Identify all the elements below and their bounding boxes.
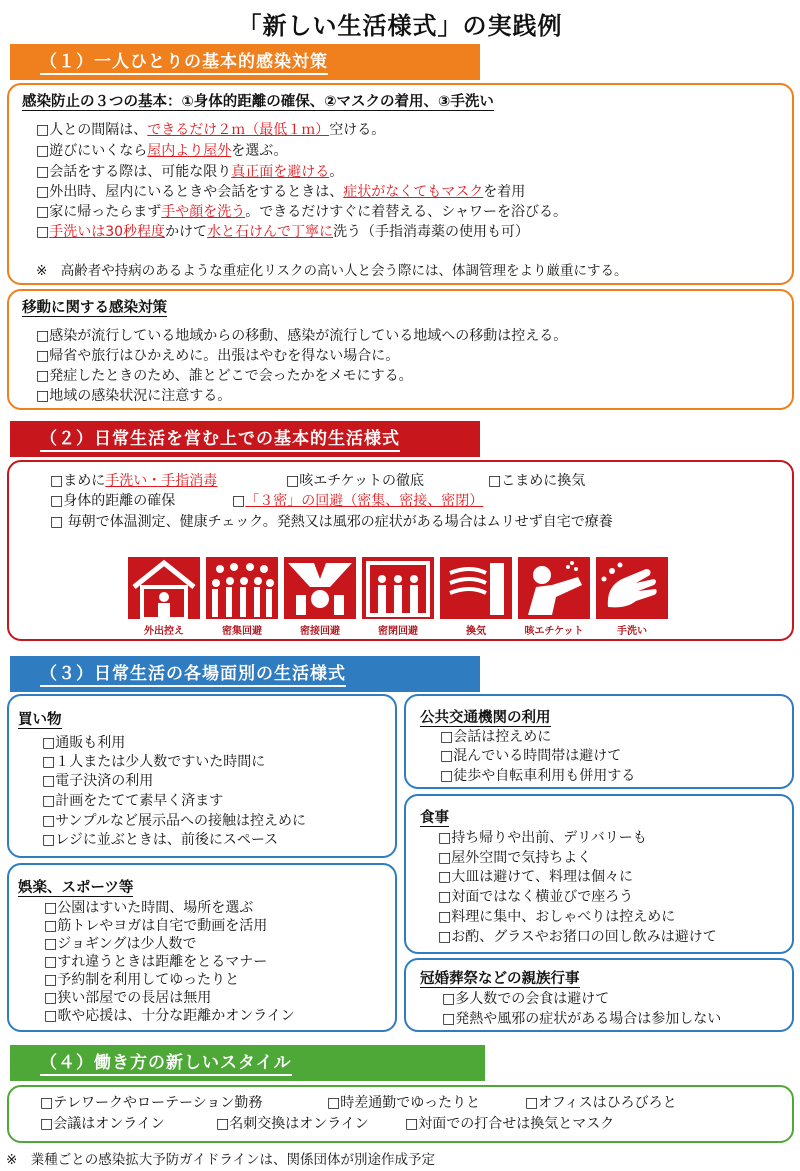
leisure-item: □予約制を利用してゆったりと (44, 972, 240, 988)
basic-item-4: □外出時、屋内にいるときや会話をするときは、症状がなくてもマスクを着用 (36, 184, 526, 200)
leisure-item: □狭い部屋での長居は無用 (44, 990, 212, 1006)
meals-item: □持ち帰りや出前、デリバリーも (438, 830, 647, 846)
ceremonies-item: □発熱や風邪の症状がある場合は参加しない (442, 1011, 722, 1027)
basic-item-2: □遊びにいくなら屋内より屋外を選ぶ。 (36, 143, 288, 159)
pictogram-caption: 換気 (466, 626, 486, 637)
transit-item: □徒歩や自転車利用も併用する (440, 768, 636, 784)
ventilation-icon (440, 557, 512, 619)
meals-item: □お酌、グラスやお猪口の回し飲みは避けて (438, 929, 717, 945)
shopping-item: □通販も利用 (42, 735, 126, 751)
shopping-item: □レジに並ぶときは、前後にスペース (42, 832, 279, 848)
basic-note: ※ 高齢者や持病のあるような重症化リスクの高い人と会う際には、体調管理をより厳重にする。 (36, 263, 628, 279)
work-item: □時差通勤でゆったりと (327, 1095, 481, 1111)
leisure-item: □公園はすいた時間、場所を選ぶ (44, 900, 254, 916)
daily-item-handwash: □まめに手洗い・手指消毒 (50, 473, 218, 489)
section3-header: （３）日常生活の各場面別の生活様式 (10, 656, 480, 692)
daily-item-health: □ 毎朝で体温測定、健康チェック。発熱又は風邪の症状がある場合はムリせず自宅で療養 (50, 514, 613, 530)
closed-space-icon (362, 557, 434, 619)
stay-home-icon (128, 557, 200, 619)
leisure-item: □すれ違うときは距離をとるマナー (44, 954, 268, 970)
basic-item-5: □家に帰ったらまず手や顔を洗う。できるだけすぐに着替える、シャワーを浴びる。 (36, 204, 567, 220)
pictogram-caption: 手洗い (617, 626, 647, 637)
leisure-item: □筋トレやヨガは自宅で動画を活用 (44, 918, 268, 934)
section1-header: （１）一人ひとりの基本的感染対策 (10, 44, 480, 80)
travel-item: □発症したときのため、誰とどこで会ったかをメモにする。 (36, 368, 413, 384)
transit-item: □混んでいる時間帯は避けて (440, 748, 622, 764)
travel-item: □地域の感染状況に注意する。 (36, 388, 232, 404)
shopping-item: □１人または少人数ですいた時間に (42, 754, 266, 770)
meals-item: □大皿は避けて、料理は個々に (438, 869, 633, 885)
travel-item: □感染が流行している地域からの移動、感染が流行している地域への移動は控える。 (36, 328, 568, 344)
leisure-item: □歌や応援は、十分な距離かオンライン (44, 1008, 295, 1024)
transit-item: □会話は控えめに (440, 729, 552, 745)
ceremonies-item: □多人数での会食は避けて (442, 991, 610, 1007)
meals-item: □屋外空間で気持ちよく (438, 850, 592, 866)
pictogram-caption: 密集回避 (222, 626, 262, 637)
daily-item-3c: □「３密」の回避（密集、密接、密閉） (232, 493, 484, 509)
pictogram-caption: 咳エチケット (524, 626, 584, 637)
cough-etiquette-icon (518, 557, 590, 619)
meals-item: □対面ではなく横並びで座ろう (438, 889, 634, 905)
daily-item-cough: □咳エチケットの徹底 (286, 473, 424, 489)
page-title: 「新しい生活様式」の実践例 (237, 12, 563, 40)
footnote: ※ 業種ごとの感染拡大予防ガイドラインは、関係団体が別途作成予定 (6, 1152, 436, 1168)
section2-header: （２）日常生活を営む上での基本的生活様式 (10, 421, 480, 457)
work-item: □テレワークやローテーション勤務 (40, 1095, 263, 1111)
basic-item-1: □人との間隔は、できるだけ２ｍ（最低１ｍ）空ける。 (36, 122, 386, 138)
basic-measures-title: 感染防止の３つの基本：①身体的距離の確保、②マスクの着用、③手洗い (22, 94, 494, 110)
transit-title: 公共交通機関の利用 (420, 710, 551, 726)
basic-item-3: □会話をする際は、可能な限り真正面を避ける。 (36, 164, 344, 180)
shopping-item: □サンプルなど展示品への接触は控えめに (42, 813, 306, 829)
pictogram-caption: 密閉回避 (378, 626, 418, 637)
travel-item: □帰省や旅行はひかえめに。出張はやむを得ない場合に。 (36, 348, 400, 364)
work-item: □会議はオンライン (40, 1116, 165, 1132)
basic-item-6: □手洗いは30秒程度かけて水と石けんで丁寧に洗う（手指消毒薬の使用も可） (36, 224, 530, 240)
meals-title: 食事 (420, 810, 449, 826)
work-item: □名刺交換はオンライン (216, 1116, 369, 1132)
leisure-title: 娯楽、スポーツ等 (18, 880, 134, 896)
daily-item-distance: □身体的距離の確保 (50, 493, 176, 509)
crowd-icon (206, 557, 278, 619)
pictogram-caption: 外出控え (144, 626, 184, 637)
leisure-item: □ジョギングは少人数で (44, 936, 197, 952)
meals-item: □料理に集中、おしゃべりは控えめに (438, 909, 676, 925)
work-item: □対面での打合せは換気とマスク (405, 1116, 615, 1132)
travel-measures-title: 移動に関する感染対策 (22, 300, 167, 316)
pictogram-caption: 密接回避 (300, 626, 340, 637)
close-contact-icon (284, 557, 356, 619)
daily-item-ventilate: □こまめに換気 (488, 473, 586, 489)
shopping-title: 買い物 (18, 712, 62, 728)
shopping-item: □電子決済の利用 (42, 773, 154, 789)
shopping-item: □計画をたてて素早く済ます (42, 793, 224, 809)
section4-header: （４）働き方の新しいスタイル (10, 1045, 485, 1081)
ceremonies-title: 冠婚葬祭などの親族行事 (420, 971, 580, 987)
hand-washing-icon (596, 557, 668, 619)
work-item: □オフィスはひろびろと (525, 1095, 677, 1111)
